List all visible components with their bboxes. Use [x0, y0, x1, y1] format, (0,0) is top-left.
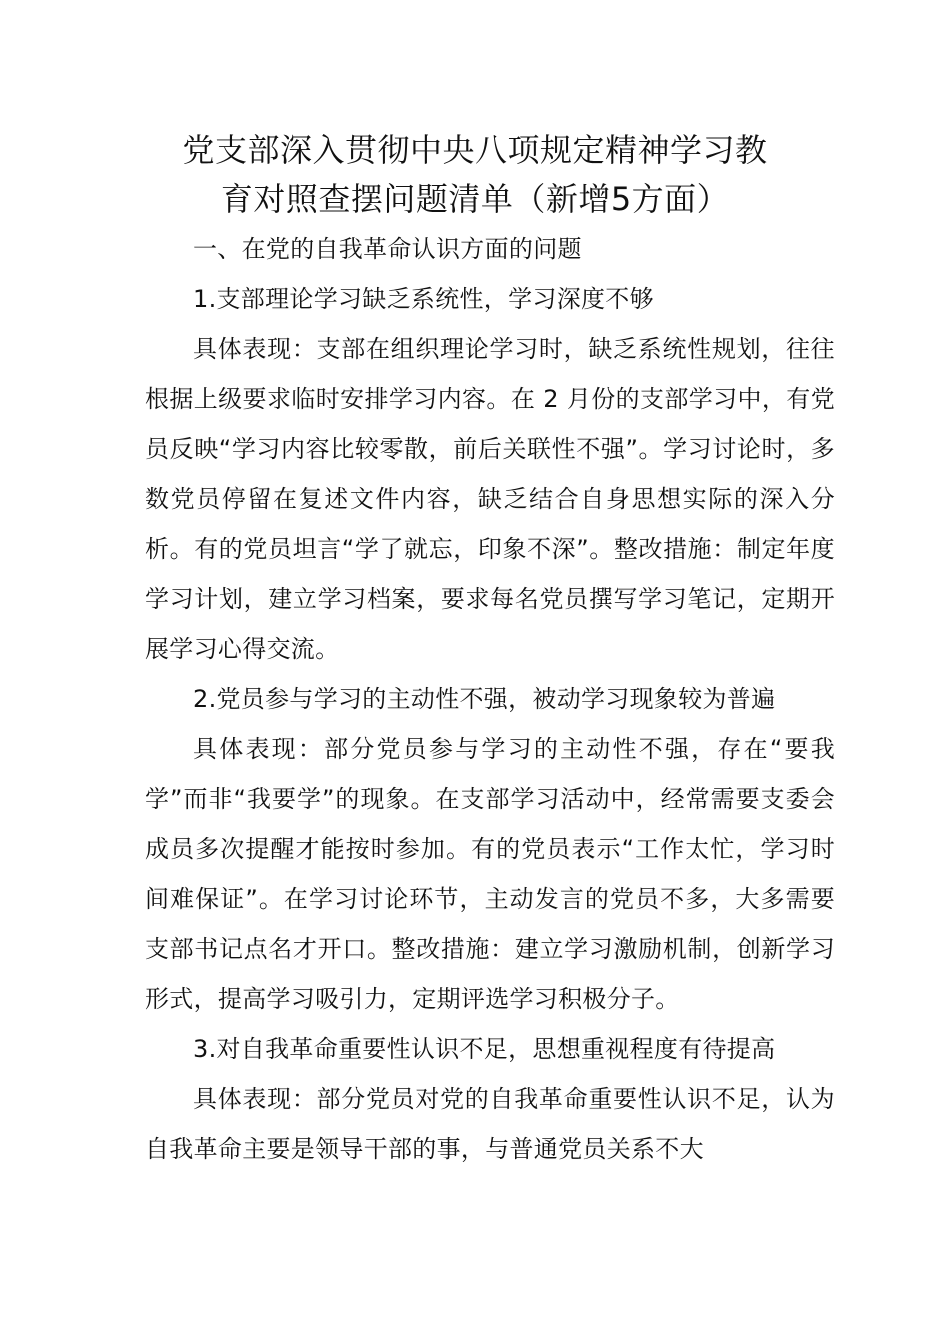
title-line-2: 育对照查摆问题清单（新增5方面）: [220, 180, 730, 218]
document-title: [120, 126, 830, 224]
section-heading: 一、在党的自我革命认识方面的问题: [193, 235, 582, 263]
item-3-heading: 3.对自我革命重要性认识不足，思想重视程度有待提高: [193, 1035, 776, 1063]
item-1-heading: 1.支部理论学习缺乏系统性，学习深度不够: [193, 285, 654, 313]
item-2-heading: 2.党员参与学习的主动性不强，被动学习现象较为普遍: [193, 685, 776, 713]
item-1-detail: 具体表现：支部在组织理论学习时，缺乏系统性规划，往往根据上级要求临时安排学习内容。在 2 月份的支部学习中，有党员反映“学习内容比较零散，前后关联性不强”。学习讨论时，多数党员停留在复述文件内容，缺乏结合自身思想实际的深入分析。有的党员坦言“学了就忘，印象不深”。整改措施：制定年度学习计划，建立学习档案，要求每名党员撰写学习笔记，定期开展学习心得交流。: [145, 335, 835, 663]
item-3-detail: 具体表现：部分党员对党的自我革命重要性认识不足，认为自我革命主要是领导干部的事，与普通党员关系不大: [145, 1085, 835, 1163]
document-body: [145, 224, 835, 1174]
item-2-detail: 具体表现：部分党员参与学习的主动性不强，存在“要我学”而非“我要学”的现象。在支部学习活动中，经常需要支委会成员多次提醒才能按时参加。有的党员表示“工作太忙，学习时间难保证”。在学习讨论环节，主动发言的党员不多，大多需要支部书记点名才开口。整改措施：建立学习激励机制，创新学习形式，提高学习吸引力，定期评选学习积极分子。: [145, 735, 835, 1013]
title-line-1: 党支部深入贯彻中央八项规定精神学习教: [182, 131, 768, 169]
